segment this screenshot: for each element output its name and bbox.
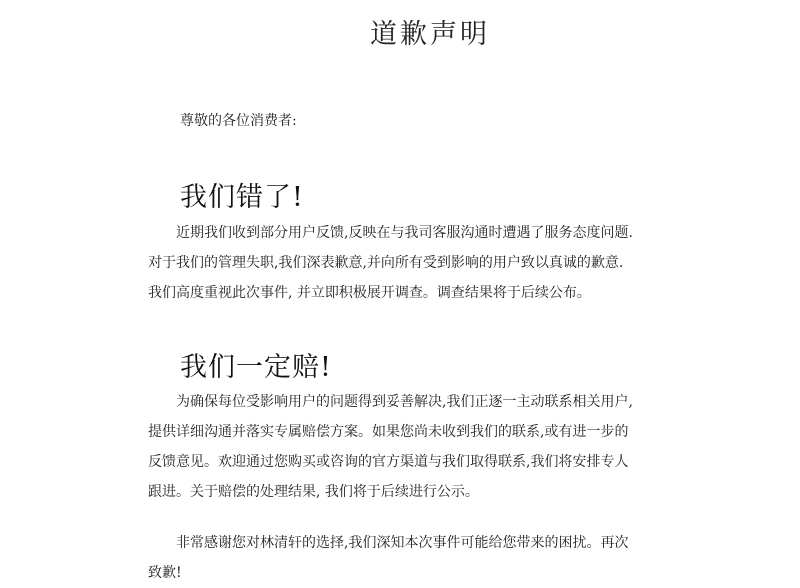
paragraph-line: 非常感谢您对林清轩的选择,我们深知本次事件可能给您带来的困扰。再次 <box>176 535 629 551</box>
paragraph-line: 跟进。关于赔偿的处理结果, 我们将于后续进行公示。 <box>148 484 479 500</box>
salutation: 尊敬的各位消费者: <box>180 113 297 129</box>
paragraph-line: 致歉! <box>148 565 182 581</box>
paragraph-line: 近期我们收到部分用户反馈,反映在与我司客服沟通时遭遇了服务态度问题. <box>176 225 633 241</box>
section-heading-apology: 我们错了! <box>180 182 304 213</box>
paragraph-apology <box>148 218 668 308</box>
paragraph-line: 对于我们的管理失职,我们深表歉意,并向所有受到影响的用户致以真诚的歉意. <box>148 255 624 271</box>
document-title: 道歉声明 <box>370 19 490 50</box>
paragraph-compensation <box>148 387 668 507</box>
paragraph-line: 反馈意见。欢迎通过您购买或咨询的官方渠道与我们取得联系,我们将安排专人 <box>148 454 629 470</box>
paragraph-line: 我们高度重视此次事件, 并立即积极展开调查。调查结果将于后续公布。 <box>148 285 591 301</box>
paragraph-line: 提供详细沟通并落实专属赔偿方案。如果您尚未收到我们的联系,或有进一步的 <box>148 424 629 440</box>
section-heading-compensation: 我们一定赔! <box>180 352 332 383</box>
paragraph-line: 为确保每位受影响用户的问题得到妥善解决,我们正逐一主动联系相关用户, <box>176 394 633 410</box>
paragraph-closing <box>148 528 668 588</box>
